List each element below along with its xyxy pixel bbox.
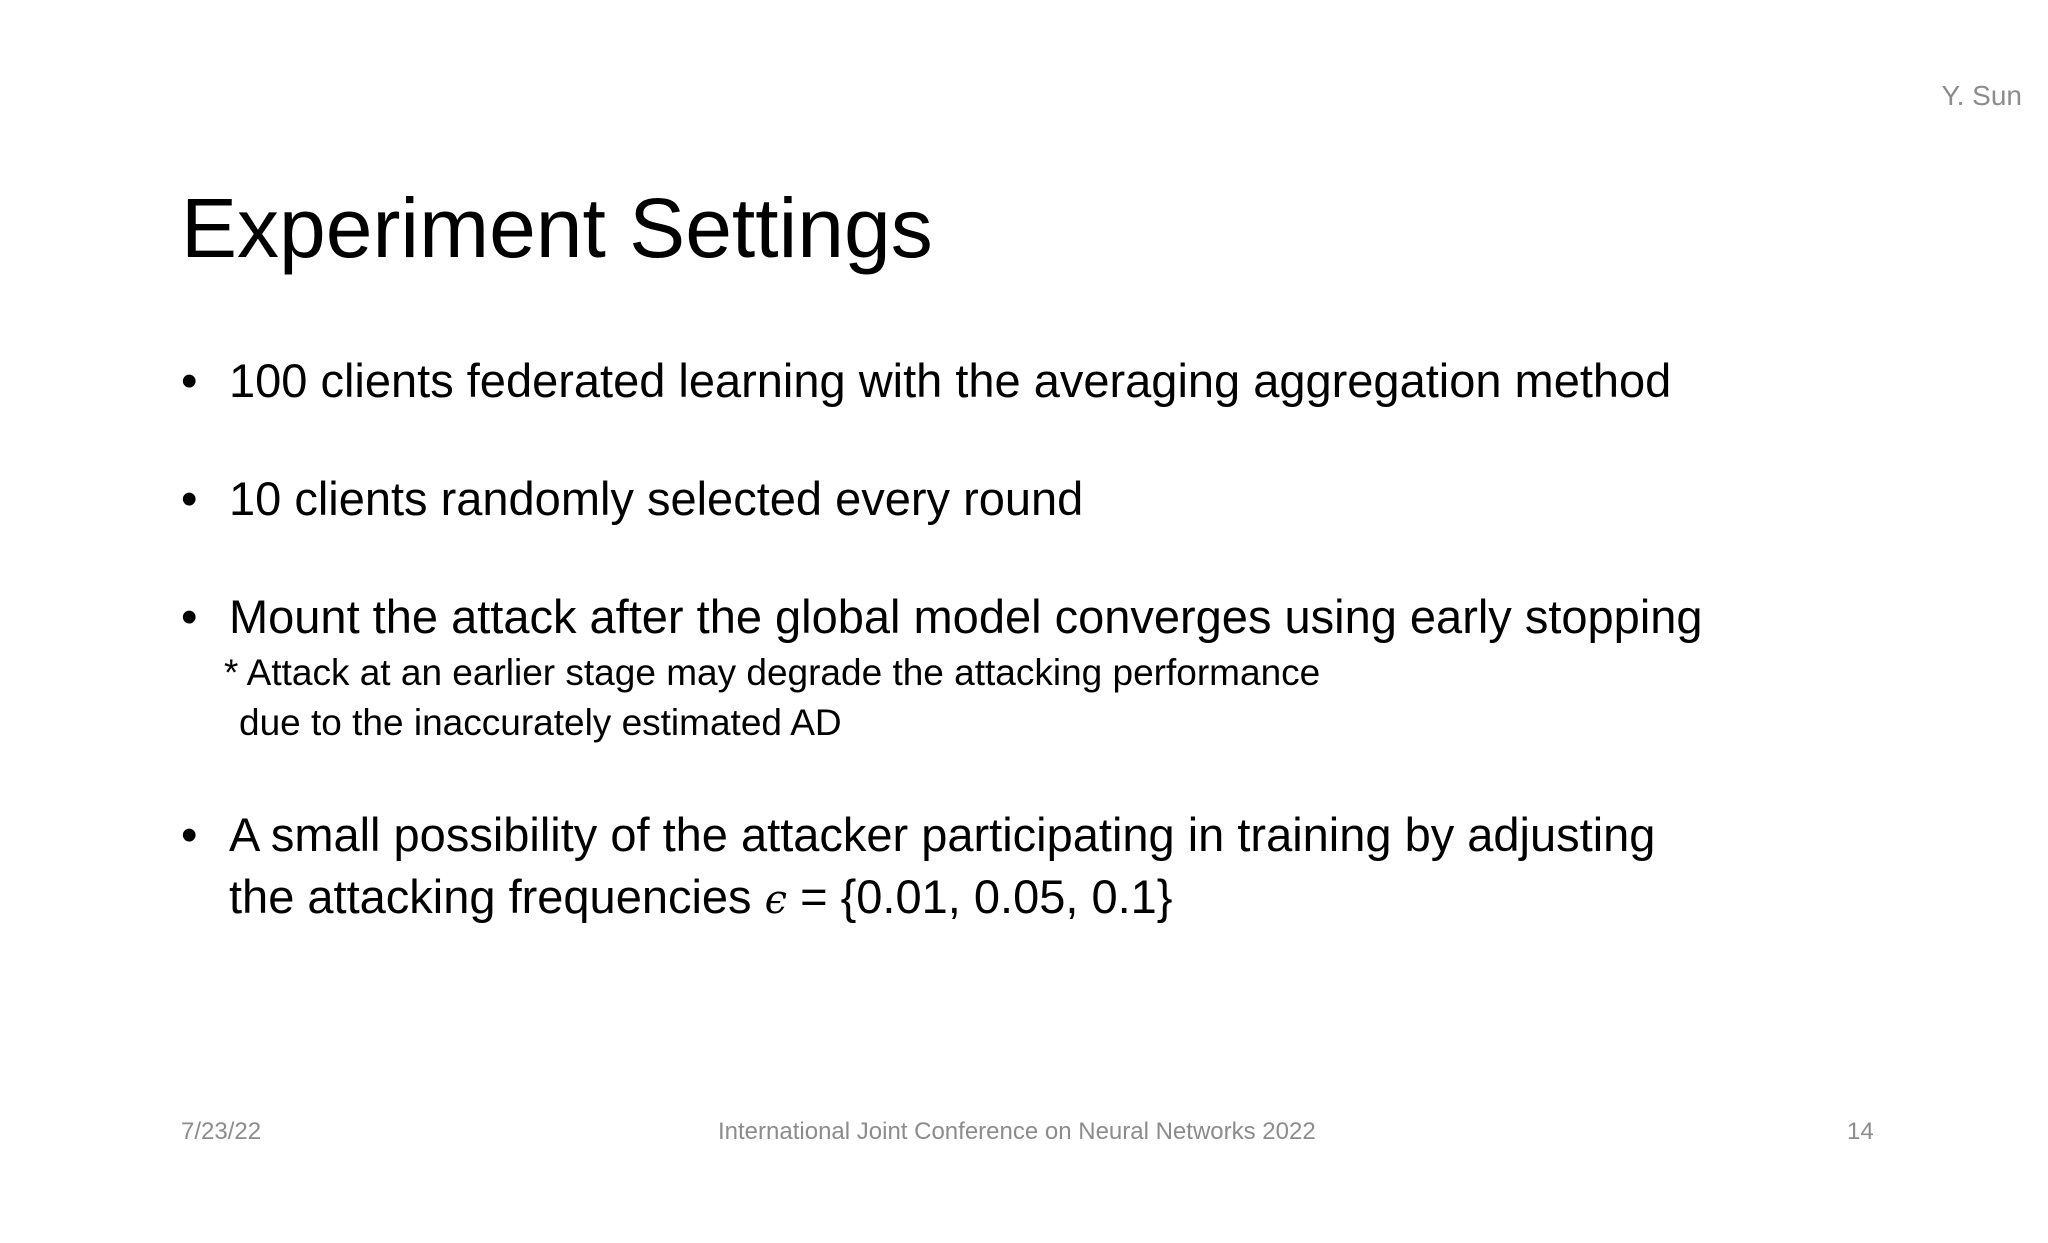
- bullet-dot: •: [181, 472, 198, 525]
- bullet-text: 100 clients federated learning with the averaging aggregation method: [229, 354, 1672, 407]
- frequency-values: = {0.01, 0.05, 0.1}: [787, 870, 1173, 923]
- bullet-item: [181, 804, 1881, 931]
- footer-date: 7/23/22: [181, 1118, 262, 1145]
- footnote-line: due to the inaccurately estimated AD: [239, 702, 842, 743]
- bullet-item: [181, 586, 1881, 648]
- bullet-dot: •: [181, 808, 198, 861]
- bullet-text-continuation: the attacking frequencies: [229, 870, 765, 923]
- bullet-text: Mount the attack after the global model converges using early stopping: [229, 590, 1703, 643]
- bullet-dot: •: [181, 590, 198, 643]
- footnote-line: * Attack at an earlier stage may degrade the attacking performance: [224, 652, 1321, 693]
- slide-title: Experiment Settings: [181, 181, 933, 275]
- author-label: Y. Sun: [1941, 80, 2022, 111]
- bullet-list: [181, 350, 1881, 931]
- bullet-text: A small possibility of the attacker participating in training by adjusting: [229, 808, 1656, 861]
- bullet-item: [181, 350, 1881, 412]
- bullet-text: 10 clients randomly selected every round: [229, 472, 1084, 525]
- bullet-item: [181, 468, 1881, 530]
- bullet-dot: •: [181, 354, 198, 407]
- epsilon-symbol: ϵ: [764, 877, 788, 923]
- footer-conference: International Joint Conference on Neural Networks 2022: [718, 1118, 1316, 1145]
- page-number: 14: [1847, 1118, 1874, 1145]
